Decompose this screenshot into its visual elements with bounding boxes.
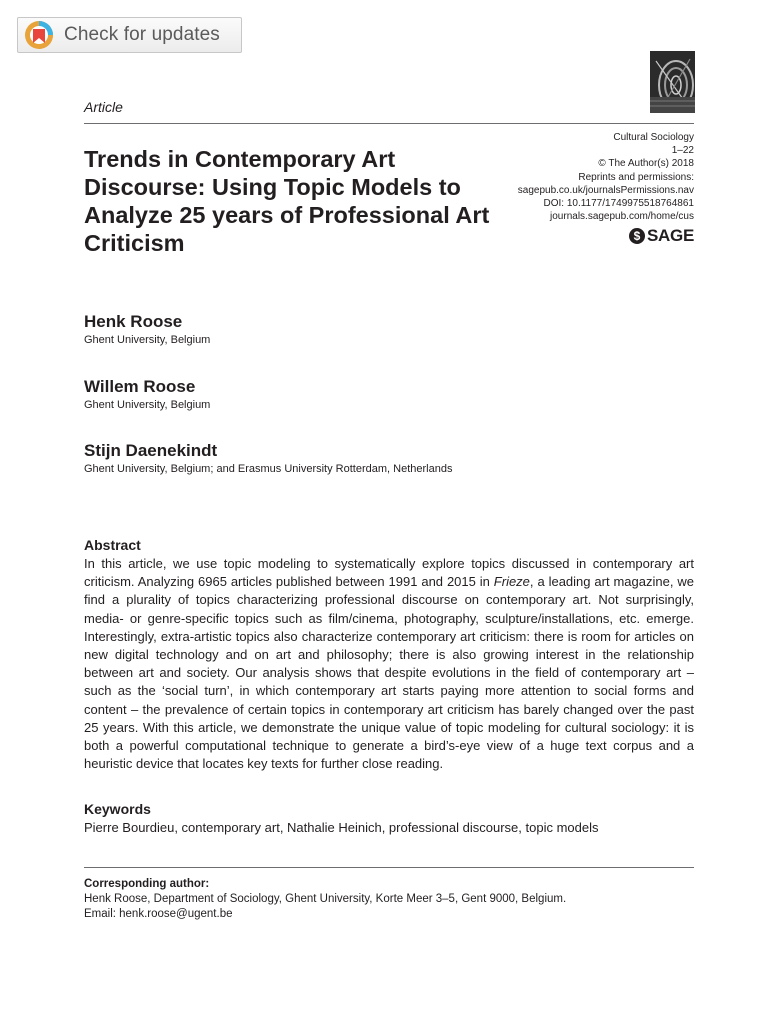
author-block: [84, 441, 452, 475]
abstract-heading: Abstract: [84, 537, 141, 553]
sage-logo-text: SAGE: [647, 226, 694, 245]
sage-logo-icon: $: [629, 228, 645, 244]
author-affiliation: Ghent University, Belgium; and Erasmus University Rotterdam, Netherlands: [84, 463, 453, 475]
keywords-list: Pierre Bourdieu, contemporary art, Nathalie Heinich, professional discourse, topic models: [84, 820, 599, 835]
page-range: 1–22: [671, 145, 694, 157]
abstract-text-part: In this article, we use topic modeling to systematically explore topics discussed in contemporary art criticism. Analyzing 6965 articles published between 1991 and 2015 in: [84, 556, 694, 590]
journal-metadata: [518, 131, 694, 223]
crossmark-icon: [24, 20, 54, 50]
corresponding-author-email[interactable]: Email: henk.roose@ugent.be: [84, 908, 233, 920]
corresponding-author-address: Henk Roose, Department of Sociology, Ghent University, Korte Meer 3–5, Gent 9000, Belgium.: [84, 893, 567, 905]
author-name: Henk Roose: [84, 312, 183, 331]
keywords-heading: Keywords: [84, 801, 151, 817]
footer-divider: [84, 867, 694, 868]
reprints-line: Reprints and permissions:: [578, 171, 694, 183]
article-type-label: Article: [84, 99, 123, 115]
author-affiliation: Ghent University, Belgium: [84, 399, 211, 411]
reprints-link[interactable]: sagepub.co.uk/journalsPermissions.nav: [517, 184, 694, 196]
journal-cover-image: [650, 51, 695, 113]
doi-line[interactable]: DOI: 10.1177/1749975518764861: [543, 198, 694, 210]
article-title: Trends in Contemporary Art Discourse: Using Topic Models to Analyze 25 years of Professional Art Criticism: [84, 146, 490, 256]
sage-logo: [629, 226, 694, 246]
copyright-line: © The Author(s) 2018: [598, 158, 694, 170]
corresponding-author-heading: Corresponding author:: [84, 878, 210, 890]
journal-link[interactable]: journals.sagepub.com/home/cus: [550, 211, 694, 223]
journal-name: Cultural Sociology: [613, 132, 694, 143]
abstract-text-part: , a leading art magazine, we find a plurality of topics characterizing professional discourse on contemporary art. Not surprisingly, media- or genre-specific topics such as film/cinema, photography, sculpture/installations, etc. emerge. Interestingly, extra-artistic topics also characterize contemporary art criticism: there is room for articles on new digital technology and on art and philosophy; there is also growing interest in the relationship between art and society. Our analysis shows that despite evolutions in the field of contemporary art – such as the ‘social turn’, in which contemporary art starts paying more attention to social forms and content – the prevalence of certain topics in contemporary art criticism has barely changed over the past 25 years. With this article, we demonstrate the unique value of topic modeling for cultural sociology: it is both a powerful computational technique to generate a bird’s-eye view of a huge text corpus and a heuristic device that locates key texts for further close reading.: [84, 574, 694, 772]
header-divider: [84, 123, 694, 124]
magazine-name: Frieze: [493, 574, 530, 590]
author-block: [84, 377, 210, 411]
author-block: [84, 312, 210, 346]
author-name: Stijn Daenekindt: [84, 441, 218, 460]
check-for-updates-button[interactable]: [17, 17, 242, 53]
abstract-text: [84, 555, 694, 773]
author-affiliation: Ghent University, Belgium: [84, 334, 211, 346]
author-name: Willem Roose: [84, 377, 196, 396]
check-for-updates-label: Check for updates: [64, 24, 220, 45]
